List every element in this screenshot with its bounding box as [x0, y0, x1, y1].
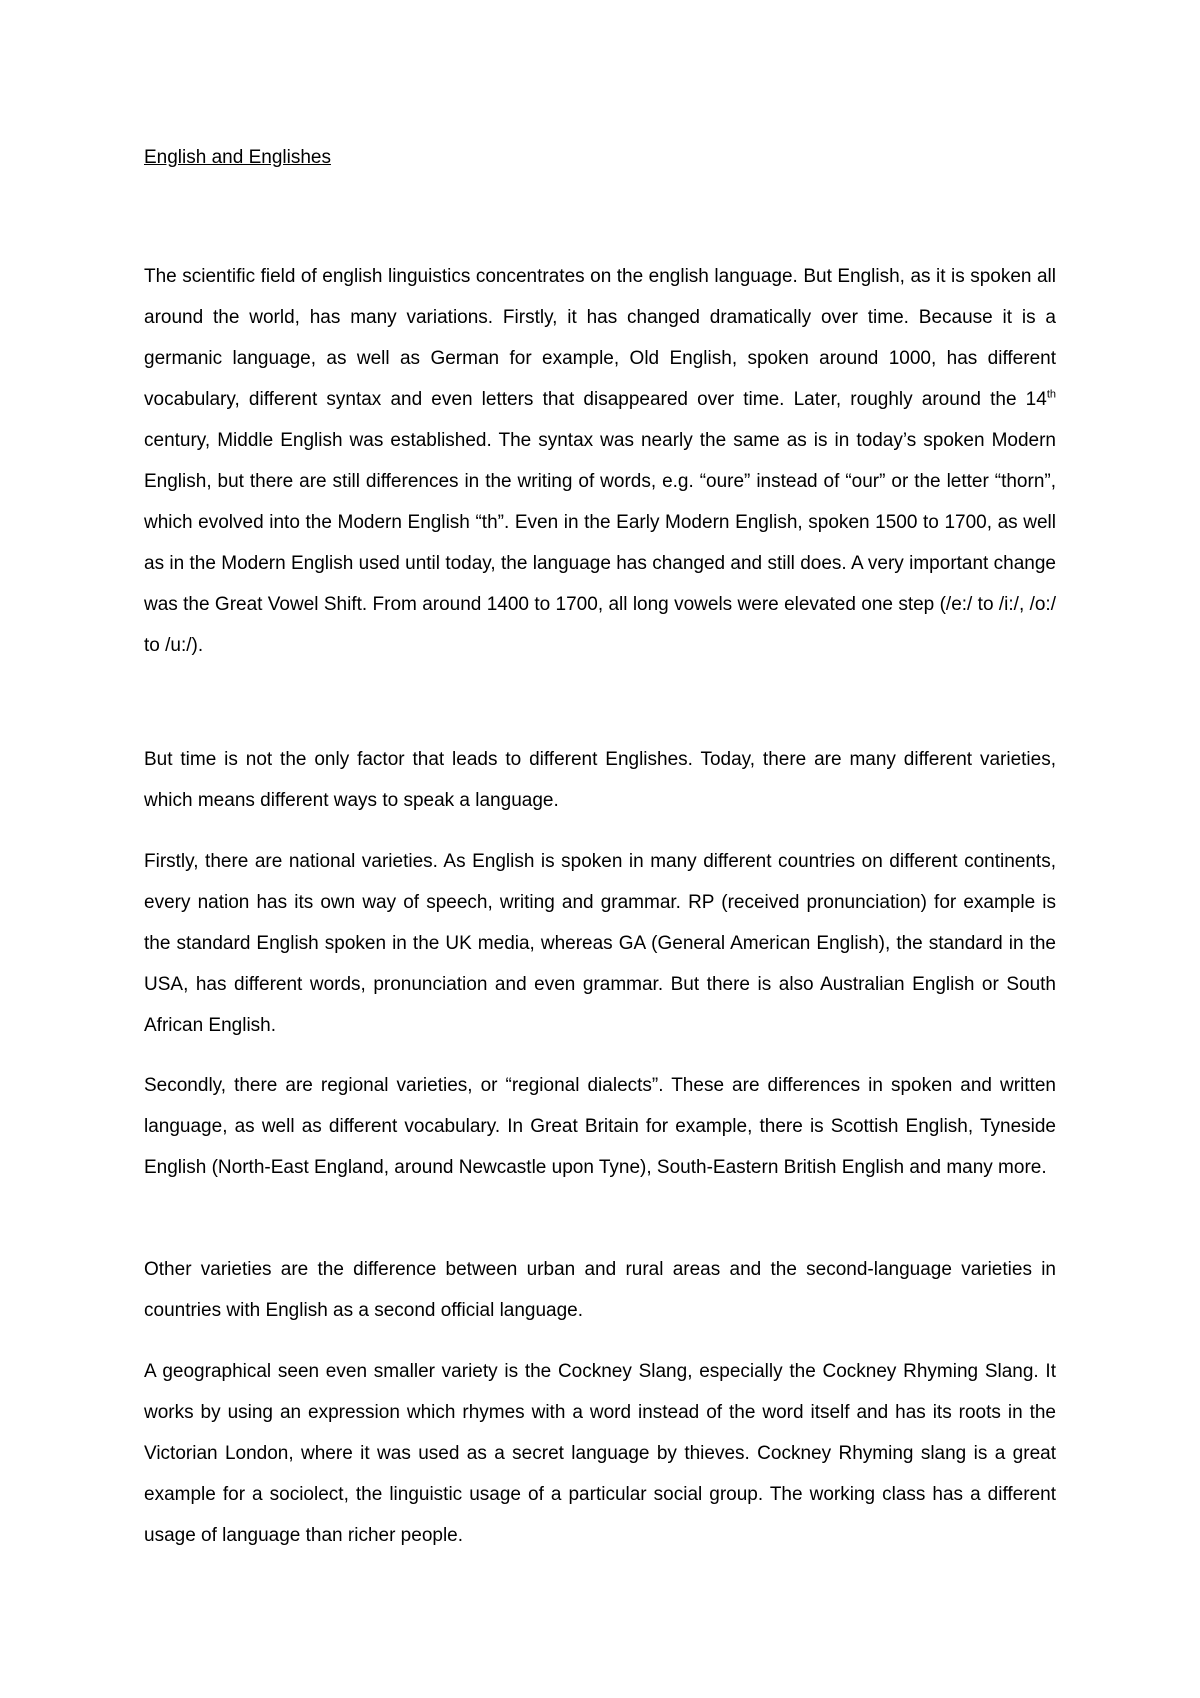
paragraph-regional-varieties: Secondly, there are regional varieties, or “regional dialects”. These are differences in spoken and written language, as well as different vocabulary. In Great Britain for example, there is Scottish English, Tyneside English (North-East England, around Newcastle upon Tyne), South-Eastern British English and many more.: [144, 1075, 1056, 1178]
document-title: English and Englishes: [144, 147, 331, 168]
paragraph-national-varieties: Firstly, there are national varieties. As English is spoken in many different countries on different continents, every nation has its own way of speech, writing and grammar. RP (received pronunciation) for example is the standard English spoken in the UK media, whereas GA (General American English), the standard in the USA, has different words, pronunciation and even grammar. But there is also Australian English or South African English.: [144, 851, 1056, 1036]
paragraph-other-varieties: Other varieties are the difference between urban and rural areas and the second-language varieties in countries with English as a second official language.: [144, 1259, 1056, 1321]
paragraph-cockney-slang: A geographical seen even smaller variety is the Cockney Slang, especially the Cockney Rhyming Slang. It works by using an expression which rhymes with a word instead of the word itself and has its roots in the Victorian London, where it was used as a secret language by thieves. Cockney Rhyming slang is a great example for a sociolect, the linguistic usage of a particular social group. The working class has a different usage of language than richer people.: [144, 1361, 1056, 1546]
paragraph-varieties-intro: But time is not the only factor that leads to different Englishes. Today, there are many different varieties, which means different ways to speak a language.: [144, 749, 1056, 811]
paragraph-history-text-end: century, Middle English was established. The syntax was nearly the same as is in today’s spoken Modern English, but there are still differences in the writing of words, e.g. “oure” instead of “our” or the letter “thorn”, which evolved into the Modern English “th”. Even in the Early Modern English, spoken 1500 to 1700, as well as in the Modern English used until today, the language has changed and still does. A very important change was the Great Vowel Shift. From around 1400 to 1700, all long vowels were elevated one step (/e:/ to /i:/, /o:/ to /u:/).: [144, 430, 1056, 656]
paragraph-history: [144, 256, 1056, 666]
paragraph-history-text-start: The scientific field of english linguistics concentrates on the english language. But English, as it is spoken all around the world, has many variations. Firstly, it has changed dramatically over time. Because it is a germanic language, as well as German for example, Old English, spoken around 1000, has different vocabulary, different syntax and even letters that disappeared over time. Later, roughly around the 14: [144, 266, 1056, 410]
ordinal-superscript: th: [1046, 388, 1056, 401]
